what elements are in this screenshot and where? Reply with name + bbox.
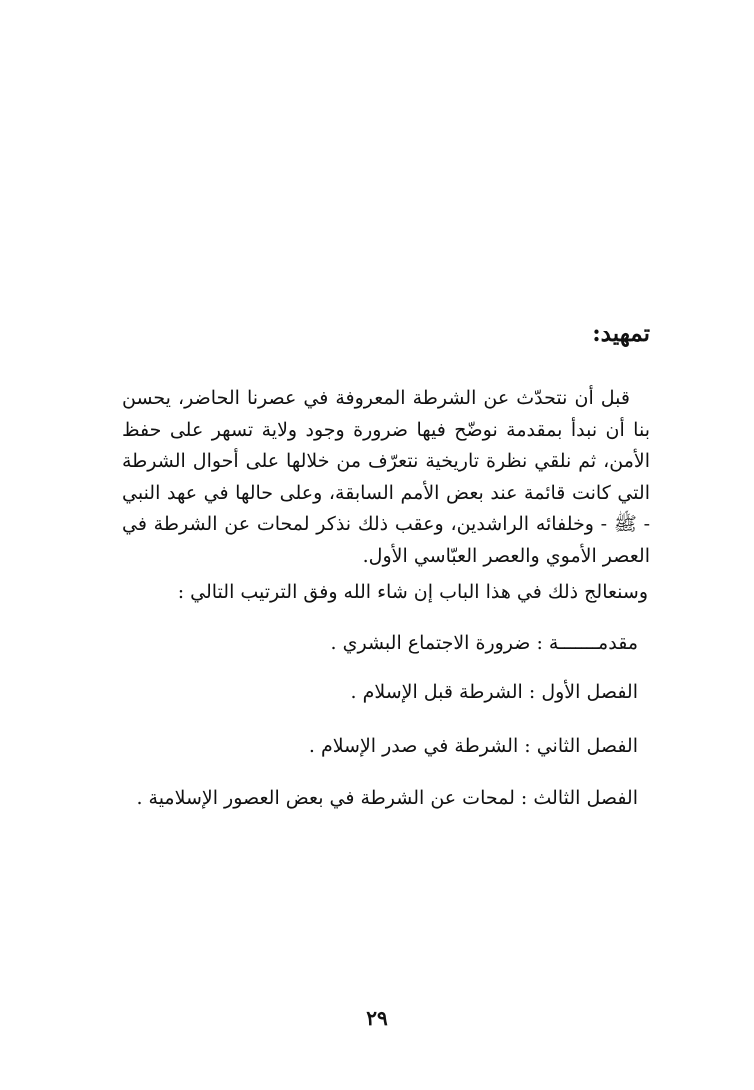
contents-item-chapter-three: الفصل الثالث : لمحات عن الشرطة في بعض العصور الإسلامية . xyxy=(136,787,638,809)
intro-paragraph-block xyxy=(122,383,650,572)
page-number: ٢٩ xyxy=(366,1006,388,1030)
intro-paragraph: قبل أن نتحدّث عن الشرطة المعروفة في عصرنا الحاضر، يحسن بنا أن نبدأ بمقدمة نوضّح فيها ضرورة وجود ولاية تسهر على حفظ الأمن، ثم نلقي نظرة تاريخية نتعرّف من خلالها على أحوال الشرطة التي كانت قائمة عند بعض الأمم السابقة، وعلى حالها في عهد النبي - ﷺ - وخلفائه الراشدين، وعقب ذلك نذكر لمحات عن الشرطة في العصر الأموي والعصر العبّاسي الأول. xyxy=(122,387,650,567)
order-intro-line: وسنعالج ذلك في هذا الباب إن شاء الله وفق الترتيب التالي : xyxy=(177,581,648,603)
contents-item-chapter-two: الفصل الثاني : الشرطة في صدر الإسلام . xyxy=(308,735,638,757)
section-heading: تمهيد: xyxy=(592,320,650,347)
contents-item-introduction: مقدمـــــــة : ضرورة الاجتماع البشري . xyxy=(330,632,638,654)
contents-item-chapter-one: الفصل الأول : الشرطة قبل الإسلام . xyxy=(350,681,638,703)
